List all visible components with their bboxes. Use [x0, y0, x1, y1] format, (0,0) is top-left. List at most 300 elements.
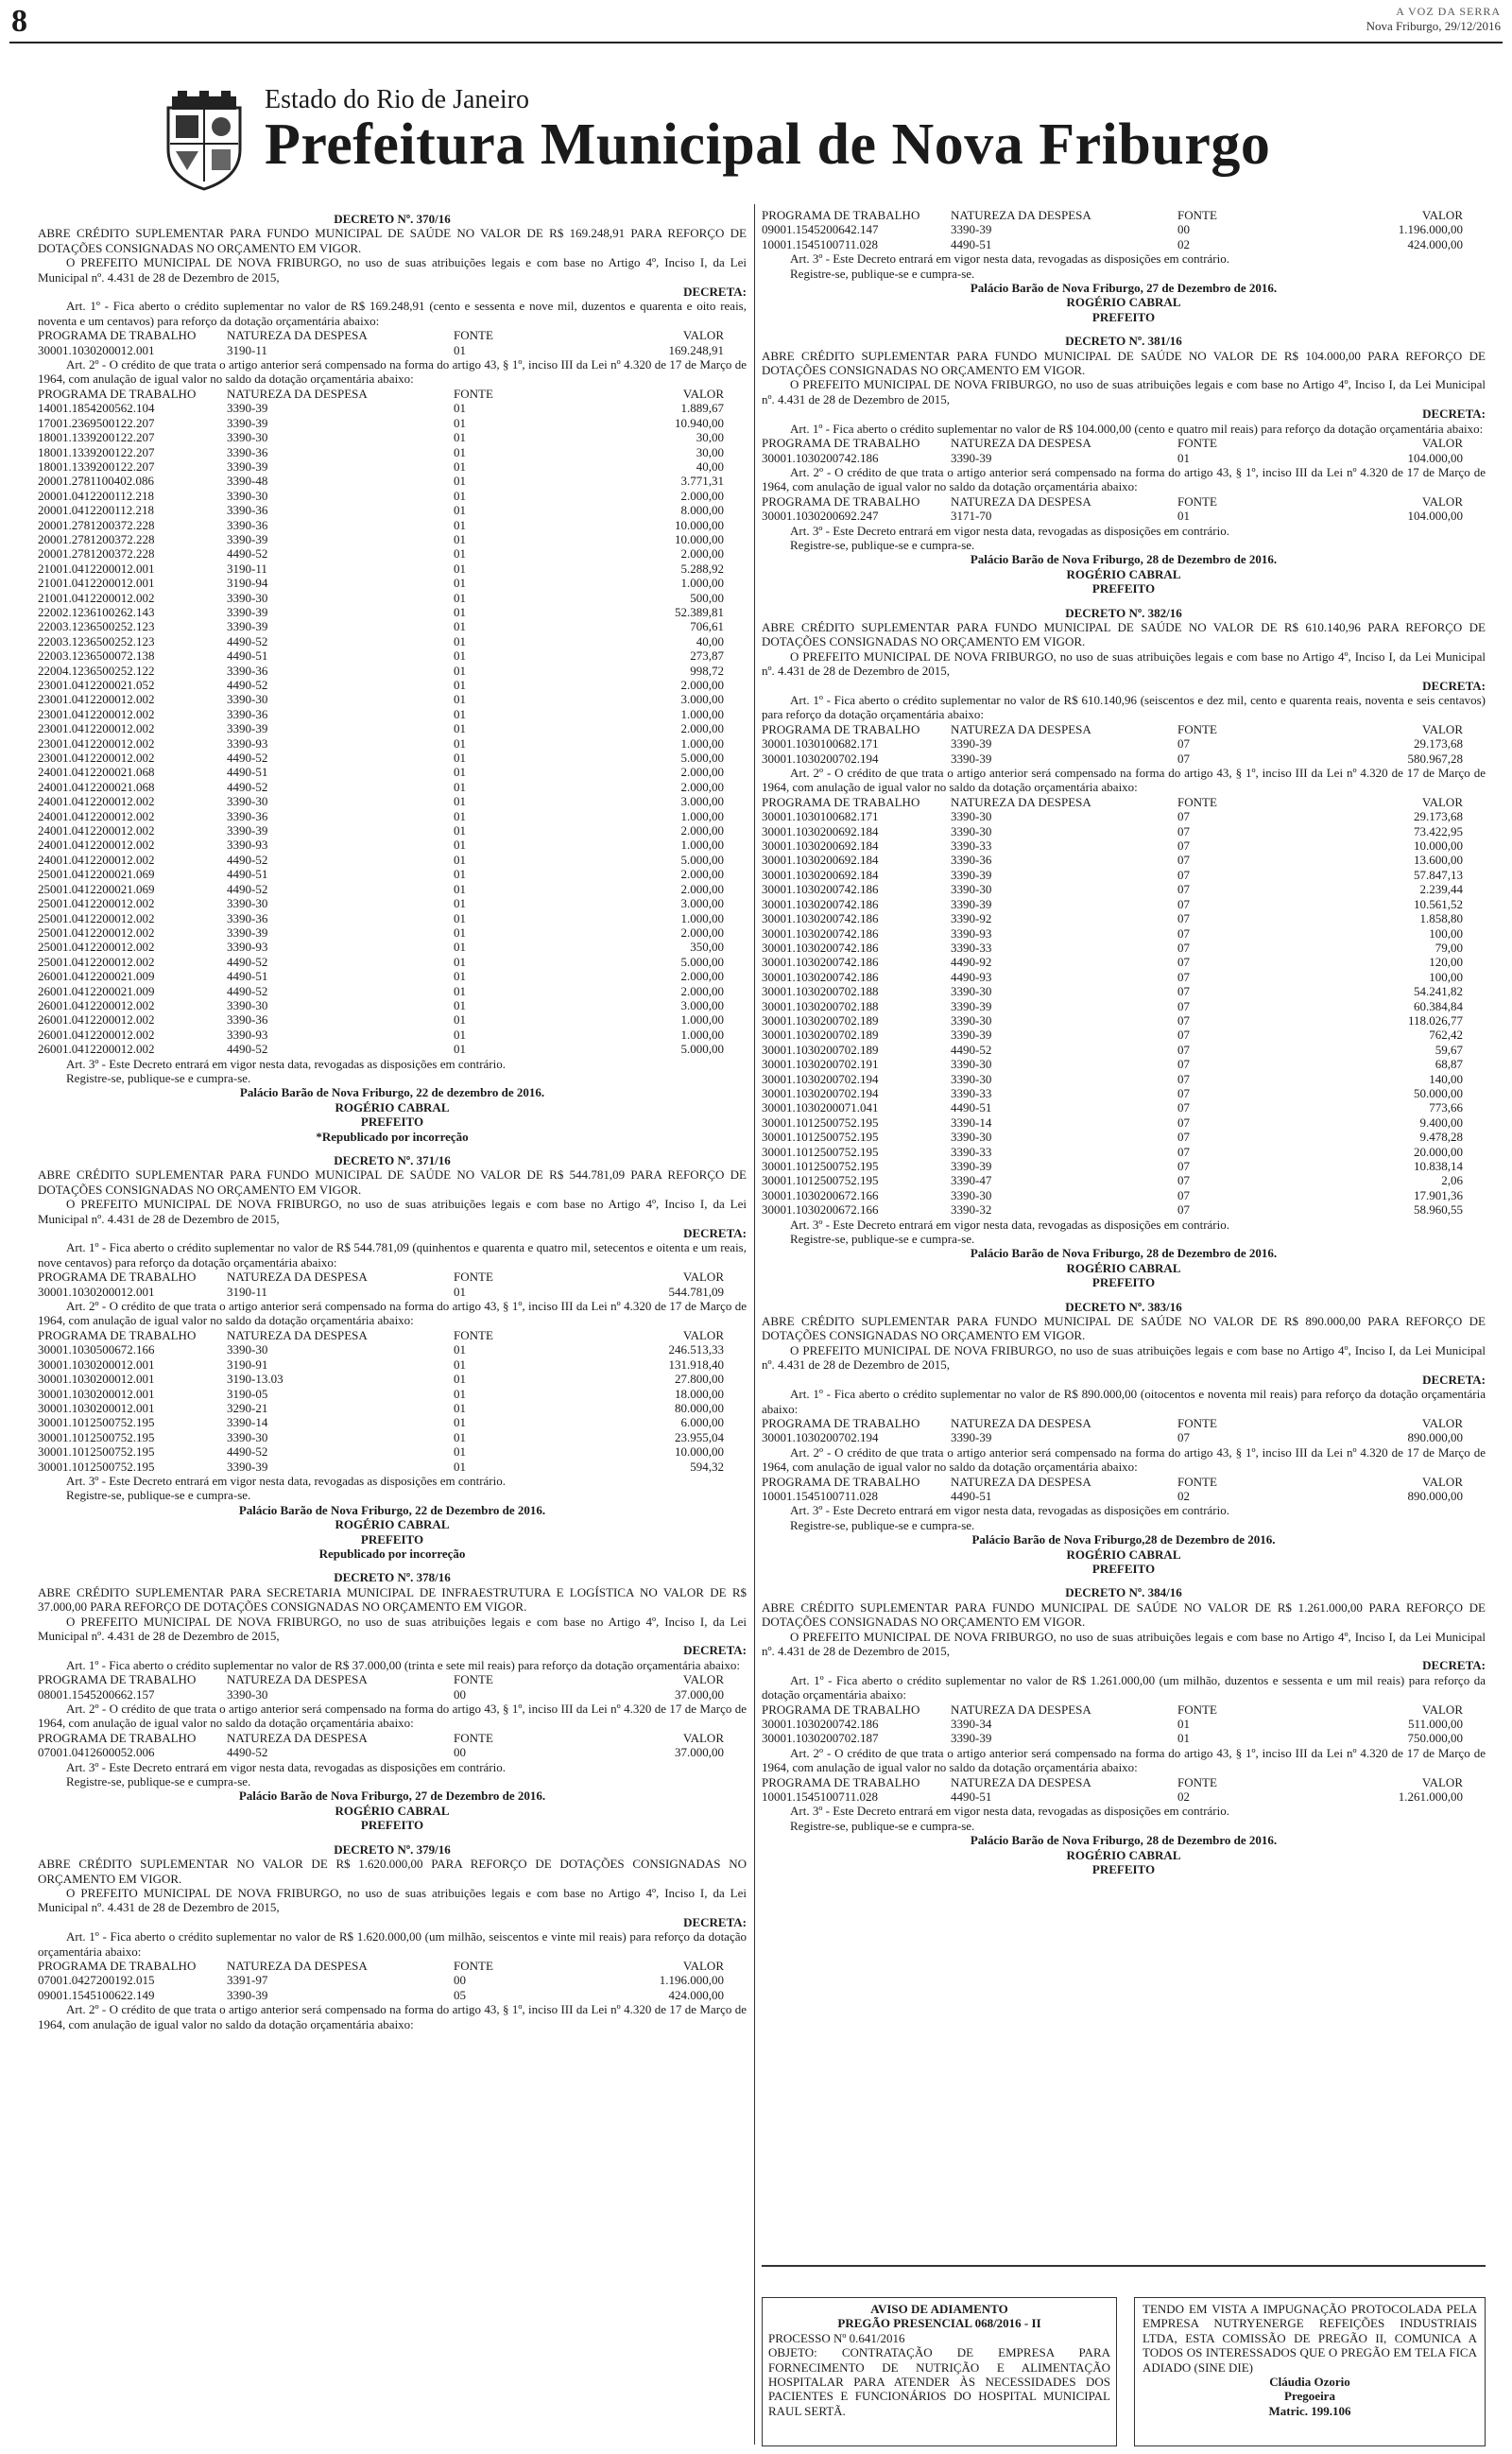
table-cell: 3390-30 [951, 1130, 992, 1145]
table-cell: 60.384,84 [1414, 998, 1463, 1013]
decree-art1: Art. 1º - Fica aberto o crédito suplementar no valor de R$ 37.000,00 (trinta e sete mil reais) para reforço da dotação orçamentária abaixo: [66, 1657, 740, 1672]
table-cell: 07 [1177, 882, 1190, 897]
table-row [38, 445, 747, 459]
table-cell: 01 [454, 488, 466, 503]
table-cell: 890.000,00 [1407, 1488, 1463, 1503]
table-cell: 3390-30 [227, 794, 268, 809]
table-cell: 6.000,00 [680, 1415, 724, 1430]
table-cell: 26001.0412200021.009 [38, 983, 155, 998]
table-cell: 52.389,81 [675, 604, 724, 619]
table-header-cell: PROGRAMA DE TRABALHO [762, 794, 920, 809]
table-cell: 1.196.000,00 [659, 1973, 724, 1988]
table-row [762, 868, 1486, 882]
decree-registre: Registre-se, publique-se e cumpra-se. [66, 1070, 251, 1085]
table-header-cell: NATUREZA DA DESPESA [951, 1702, 1091, 1717]
table-cell: 30001.1030200672.166 [762, 1202, 879, 1218]
table-cell: 4490-52 [227, 1042, 268, 1057]
table-cell: 07 [1177, 925, 1190, 941]
table-cell: 424.000,00 [1407, 236, 1463, 251]
decree-block [38, 1842, 747, 2031]
table-cell: 30001.1030200702.189 [762, 1012, 879, 1028]
table-row [38, 867, 747, 881]
table-cell: 3390-39 [951, 896, 992, 911]
table-cell: 07 [1177, 1100, 1190, 1115]
table-cell: 2.000,00 [680, 925, 724, 940]
table-row [38, 780, 747, 794]
table-row [38, 896, 747, 910]
table-cell: 3190-11 [227, 342, 267, 357]
table-cell: 23.955,04 [675, 1429, 724, 1444]
table-cell: 3390-30 [951, 1012, 992, 1028]
decree-note: Republicado por incorreção [318, 1546, 466, 1561]
table-cell: 1.000,00 [680, 910, 724, 925]
table-row [38, 1444, 747, 1459]
table-cell: 73.422,95 [1414, 823, 1463, 838]
table-cell: 21001.0412200012.002 [38, 590, 155, 605]
table-cell: 3390-36 [951, 853, 992, 868]
table-row [762, 1731, 1486, 1745]
table-header [762, 1416, 1486, 1430]
table-header-cell: VALOR [682, 1672, 724, 1687]
table-cell: 3.000,00 [680, 997, 724, 1012]
table-header-cell: FONTE [1177, 493, 1217, 509]
decree-art3: Art. 3º - Este Decreto entrará em vigor nesta data, revogadas as disposições em contrário. [790, 1804, 1229, 1819]
table-cell: 3390-34 [951, 1717, 992, 1732]
table-cell: 01 [454, 517, 466, 532]
decree-ementa: ABRE CRÉDITO SUPLEMENTAR PARA FUNDO MUNICIPAL DE SAÚDE NO VALOR DE R$ 890.000,00 PARA REFORÇO DE DOTAÇÕES CONSIGNADAS NO ORÇAMENTO EM VIGOR. [762, 1314, 1486, 1343]
table-row [762, 984, 1486, 998]
signer-role: Pregoeira [1284, 2389, 1335, 2404]
table-cell: 890.000,00 [1407, 1430, 1463, 1445]
table-cell: 17.901,36 [1414, 1187, 1463, 1202]
table-cell: 4490-51 [227, 648, 268, 664]
table-cell: 120,00 [1429, 955, 1463, 970]
municipal-crest-icon [159, 91, 249, 191]
table-cell: 350,00 [690, 940, 724, 955]
table-header-cell: VALOR [1421, 208, 1463, 222]
decree-role: PREFEITO [360, 1115, 424, 1130]
table-cell: 30001.1030200702.187 [762, 1731, 879, 1746]
table-cell: 3.771,31 [680, 474, 724, 489]
decreta-label: DECRETA: [683, 285, 747, 300]
decree-ementa: ABRE CRÉDITO SUPLEMENTAR PARA FUNDO MUNICIPAL DE SAÚDE NO VALOR DE R$ 104.000,00 PARA REFORÇO DE DOTAÇÕES CONSIGNADAS NO ORÇAMENTO EM VIGOR. [762, 348, 1486, 378]
table-cell: 07 [1177, 1012, 1190, 1028]
table-cell: 37.000,00 [675, 1745, 724, 1760]
table-cell: 4490-92 [951, 955, 992, 970]
table-header-cell: NATUREZA DA DESPESA [951, 208, 1091, 222]
table-cell: 3390-30 [227, 1429, 268, 1444]
table-cell: 3390-39 [227, 925, 268, 940]
table-row [38, 1028, 747, 1042]
table-cell: 26001.0412200012.002 [38, 1042, 155, 1057]
decreta-label: DECRETA: [683, 1914, 747, 1929]
decree-art2: Art. 2º - O crédito de que trata o artigo anterior será compensado na forma do artigo 43, § 1º, inciso III da Lei nº 4.320 de 17 de Março de 1964, com anulação de igual valor no saldo da dotação orçamentária abaixo: [762, 464, 1486, 494]
decree-preamble: O PREFEITO MUNICIPAL DE NOVA FRIBURGO, no uso de suas atribuições legais e com base no Artigo 4º, Inciso I, da Lei Municipal nº. 4.431 de 28 de Dezembro de 2015, [762, 1629, 1486, 1658]
decree-ementa: ABRE CRÉDITO SUPLEMENTAR PARA FUNDO MUNICIPAL DE SAÚDE NO VALOR DE R$ 169.248,91 PARA REFORÇO DE DOTAÇÕES CONSIGNADAS NO ORÇAMENTO EM VIGOR. [38, 226, 747, 255]
table-cell: 20.000,00 [1414, 1144, 1463, 1159]
table-cell: 3390-30 [951, 1071, 992, 1086]
table-cell: 01 [454, 969, 466, 984]
table-header-cell: NATUREZA DA DESPESA [951, 1415, 1091, 1430]
table-cell: 3390-36 [227, 517, 268, 532]
table-cell: 01 [454, 706, 466, 721]
table-header-cell: VALOR [1421, 1415, 1463, 1430]
left-column [38, 208, 747, 2041]
table-cell: 3390-39 [951, 1731, 992, 1746]
table-cell: 3190-91 [227, 1357, 268, 1372]
table-cell: 4490-52 [951, 1042, 992, 1057]
table-header-cell: VALOR [1421, 1474, 1463, 1489]
decree-registre: Registre-se, publique-se e cumpra-se. [790, 537, 975, 552]
table-cell: 30001.1030200702.194 [762, 1085, 879, 1100]
decree-note: *Republicado por incorreção [316, 1129, 469, 1144]
page-number: 8 [11, 4, 27, 39]
table-cell: 3390-39 [227, 721, 268, 736]
decreta-label: DECRETA: [1422, 1658, 1486, 1673]
table-header-cell: NATUREZA DA DESPESA [227, 328, 368, 343]
decree-registre: Registre-se, publique-se e cumpra-se. [790, 1517, 975, 1532]
table-header-cell: PROGRAMA DE TRABALHO [38, 1672, 197, 1687]
table-cell: 01 [454, 1415, 466, 1430]
decree-ementa: ABRE CRÉDITO SUPLEMENTAR NO VALOR DE R$ 1.620.000,00 PARA REFORÇO DE DOTAÇÕES CONSIGNADAS NO ORÇAMENTO EM VIGOR. [38, 1857, 747, 1886]
table-cell: 30001.1030200012.001 [38, 1357, 155, 1372]
table-header-cell: FONTE [1177, 1415, 1217, 1430]
decree-preamble: O PREFEITO MUNICIPAL DE NOVA FRIBURGO, no uso de suas atribuições legais e com base no Artigo 4º, Inciso I, da Lei Municipal nº. 4.431 de 28 de Dezembro de 2015, [38, 1197, 747, 1226]
table-cell: 30001.1030200012.001 [38, 1400, 155, 1415]
table-cell: 30001.1030200742.186 [762, 925, 879, 941]
table-header-cell: PROGRAMA DE TRABALHO [762, 493, 920, 509]
table-cell: 3390-30 [951, 882, 992, 897]
table-header-cell: NATUREZA DA DESPESA [227, 1730, 368, 1745]
table-cell: 18.000,00 [675, 1386, 724, 1401]
aviso-objeto: OBJETO: CONTRATAÇÃO DE EMPRESA PARA FORNECIMENTO DE NUTRIÇÃO E ALIMENTAÇÃO HOSPITALAR PARA ATENDER ÀS NECESSIDADES DOS PACIENTES E FUNCIONÁRIOS DO HOSPITAL MUNICIPAL RAUL SERTÃ. [768, 2345, 1110, 2418]
table-cell: 750.000,00 [1407, 1731, 1463, 1746]
decree-title: DECRETO Nº. 371/16 [334, 1153, 451, 1167]
table-cell: 24001.0412200012.002 [38, 794, 155, 809]
table-cell: 10001.1545100711.028 [762, 236, 879, 251]
table-row [38, 591, 747, 605]
table-cell: 07 [1177, 1115, 1190, 1130]
decree-art3: Art. 3º - Este Decreto entrará em vigor nesta data, revogadas as disposições em contrário. [66, 1473, 506, 1488]
table-row [762, 970, 1486, 984]
table-cell: 3390-93 [951, 925, 992, 941]
table-cell: 18001.1339200122.207 [38, 444, 155, 459]
table-header [38, 387, 747, 401]
table-cell: 01 [454, 1012, 466, 1028]
table-header-cell: PROGRAMA DE TRABALHO [38, 1730, 197, 1745]
table-cell: 8.000,00 [680, 503, 724, 518]
table-cell: 3190-11 [227, 1284, 267, 1299]
table-cell: 3390-30 [951, 1187, 992, 1202]
table-row [762, 1028, 1486, 1042]
table-cell: 30001.1030200692.184 [762, 853, 879, 868]
table-cell: 01 [454, 1400, 466, 1415]
table-cell: 01 [454, 721, 466, 736]
decree-art1: Art. 1º - Fica aberto o crédito suplementar no valor de R$ 544.781,09 (quinhentos e quarenta e quatro mil, setecentos e oitenta e um reais, nove centavos) para reforço da dotação orçamentária abaixo: [38, 1240, 747, 1270]
table-cell: 30001.1030200012.001 [38, 1284, 155, 1299]
table-row [38, 1285, 747, 1299]
table-cell: 3390-39 [951, 867, 992, 882]
table-cell: 100,00 [1429, 969, 1463, 984]
table-cell: 01 [454, 983, 466, 998]
table-cell: 20001.2781200372.228 [38, 531, 155, 546]
table-cell: 10.000,00 [675, 1444, 724, 1460]
table-row [38, 736, 747, 751]
decree-title: DECRETO Nº. 382/16 [1065, 605, 1182, 620]
table-header-cell: FONTE [454, 1958, 493, 1973]
table-cell: 09001.1545200642.147 [762, 222, 879, 237]
decree-registre: Registre-se, publique-se e cumpra-se. [66, 1488, 251, 1503]
table-row [38, 692, 747, 706]
table-header-cell: PROGRAMA DE TRABALHO [38, 386, 197, 401]
decree-art3: Art. 3º - Este Decreto entrará em vigor nesta data, revogadas as disposições em contrário. [790, 1217, 1229, 1232]
table-cell: 24001.0412200012.002 [38, 808, 155, 823]
table-cell: 3390-36 [227, 663, 268, 678]
table-cell: 3390-93 [227, 940, 268, 955]
table-cell: 131.918,40 [668, 1357, 724, 1372]
table-cell: 10001.1545100711.028 [762, 1488, 879, 1503]
table-cell: 01 [454, 576, 466, 591]
table-cell: 3390-39 [227, 415, 268, 430]
table-cell: 68,87 [1435, 1057, 1463, 1072]
table-header-cell: FONTE [454, 328, 493, 343]
table-header-cell: VALOR [1421, 436, 1463, 451]
table-cell: 30001.1030200012.001 [38, 342, 155, 357]
table-cell: 01 [454, 648, 466, 664]
table-header-cell: NATUREZA DA DESPESA [951, 1774, 1091, 1789]
table-cell: 3390-39 [951, 222, 992, 237]
table-cell: 02 [1177, 236, 1190, 251]
table-cell: 25001.0412200012.002 [38, 896, 155, 911]
table-row [762, 237, 1486, 251]
decree-title: DECRETO Nº. 384/16 [1065, 1585, 1182, 1600]
table-cell: 01 [454, 1284, 466, 1299]
table-cell: 3390-39 [227, 401, 268, 416]
table-cell: 01 [454, 823, 466, 838]
table-header-cell: PROGRAMA DE TRABALHO [762, 1474, 920, 1489]
table-cell: 21001.0412200012.001 [38, 576, 155, 591]
table-cell: 07 [1177, 998, 1190, 1013]
table-cell: 01 [454, 838, 466, 853]
table-cell: 27.800,00 [675, 1372, 724, 1387]
table-cell: 24001.0412200021.068 [38, 765, 155, 780]
table-row [762, 1430, 1486, 1444]
table-cell: 3390-93 [227, 1027, 268, 1042]
table-cell: 40,00 [696, 458, 724, 474]
table-cell: 01 [454, 940, 466, 955]
decree-role: PREFEITO [1091, 1275, 1156, 1290]
table-header-cell: VALOR [1421, 794, 1463, 809]
table-cell: 18001.1339200122.207 [38, 458, 155, 474]
decree-art2: Art. 2º - O crédito de que trata o artigo anterior será compensado na forma do artigo 43, § 1º, inciso III da Lei nº 4.320 de 17 de Março de 1964, com anulação de igual valor no saldo da dotação orçamentária abaixo: [762, 1444, 1486, 1475]
table-header-cell: FONTE [1177, 1702, 1217, 1717]
table-cell: 3190-11 [227, 561, 267, 576]
table-cell: 30001.1030100682.171 [762, 809, 879, 824]
table-cell: 3390-30 [227, 896, 268, 911]
table-cell: 01 [454, 342, 466, 357]
table-cell: 5.288,92 [680, 561, 724, 576]
table-header-cell: VALOR [682, 1730, 724, 1745]
decree-art3: Art. 3º - Este Decreto entrará em vigor nesta data, revogadas as disposições em contrário. [790, 1503, 1229, 1518]
table-cell: 3171-70 [951, 509, 992, 524]
decree-palacio: Palácio Barão de Nova Friburgo, 28 de Dezembro de 2016. [970, 552, 1278, 567]
decree-art2: Art. 2º - O crédito de que trata o artigo anterior será compensado na forma do artigo 43, § 1º, inciso III da Lei nº 4.320 de 17 de Março de 1964, com anulação de igual valor no saldo da dotação orçamentária abaixo: [762, 1745, 1486, 1775]
table-row [38, 751, 747, 765]
table-cell: 01 [454, 401, 466, 416]
decree-palacio: Palácio Barão de Nova Friburgo, 27 de Dezembro de 2016. [970, 281, 1278, 296]
table-header-cell: FONTE [1177, 1474, 1217, 1489]
table-header [38, 1672, 747, 1686]
table-row [38, 940, 747, 954]
table-row [762, 838, 1486, 853]
table-cell: 54.241,82 [1414, 984, 1463, 999]
table-header-cell: NATUREZA DA DESPESA [227, 1327, 368, 1342]
table-row [762, 1013, 1486, 1028]
table-cell: 07 [1177, 809, 1190, 824]
table-cell: 07 [1177, 867, 1190, 882]
table-cell: 2.000,00 [680, 488, 724, 503]
table-row [38, 838, 747, 852]
table-cell: 01 [454, 1042, 466, 1057]
table-row [38, 925, 747, 940]
table-cell: 3390-30 [951, 1057, 992, 1072]
table-cell: 07 [1177, 1028, 1190, 1043]
table-row [38, 619, 747, 633]
table-cell: 118.026,77 [1407, 1012, 1463, 1028]
table-row [38, 518, 747, 532]
table-row [38, 634, 747, 648]
table-cell: 07 [1177, 955, 1190, 970]
table-cell: 10.838,14 [1414, 1159, 1463, 1173]
decree-art3: Art. 3º - Este Decreto entrará em vigor nesta data, revogadas as disposições em contrário. [790, 251, 1229, 267]
table-cell: 4490-51 [951, 1100, 992, 1115]
decree-art3: Art. 3º - Este Decreto entrará em vigor nesta data, revogadas as disposições em contrário. [790, 523, 1229, 538]
table-cell: 4490-52 [227, 678, 268, 692]
table-cell: 3390-30 [951, 984, 992, 999]
table-cell: 07 [1177, 1430, 1190, 1445]
table-header [762, 1475, 1486, 1489]
table-cell: 07 [1177, 736, 1190, 752]
table-cell: 30,00 [696, 430, 724, 445]
table-cell: 3390-30 [227, 997, 268, 1012]
table-cell: 07 [1177, 1130, 1190, 1145]
table-cell: 26001.0412200012.002 [38, 1012, 155, 1028]
table-cell: 1.261.000,00 [1398, 1789, 1463, 1805]
table-row [38, 1460, 747, 1474]
table-cell: 273,87 [690, 648, 724, 664]
table-cell: 30001.1030200692.184 [762, 838, 879, 854]
table-row [38, 1342, 747, 1357]
table-cell: 20001.2781200372.228 [38, 546, 155, 562]
decree-signer: ROGÉRIO CABRAL [1066, 295, 1181, 310]
table-cell: 30001.1012500752.195 [38, 1415, 155, 1430]
decree-art1: Art. 1º - Fica aberto o crédito suplementar no valor de R$ 1.261.000,00 (um milhão, duzentos e sessenta e um mil reais) para reforço da dotação orçamentária abaixo: [762, 1672, 1486, 1702]
aviso-title: AVISO DE ADIAMENTO [870, 2302, 1008, 2316]
table-cell: 01 [454, 881, 466, 896]
table-cell: 3390-39 [227, 1459, 268, 1474]
table-row [38, 562, 747, 576]
table-cell: 3190-94 [227, 576, 268, 591]
table-cell: 07 [1177, 1202, 1190, 1218]
table-cell: 3390-36 [227, 706, 268, 721]
table-cell: 80.000,00 [675, 1400, 724, 1415]
table-cell: 05 [454, 1987, 466, 2002]
decree-preamble: O PREFEITO MUNICIPAL DE NOVA FRIBURGO, no uso de suas atribuições legais e com base no Artigo 4º, Inciso I, da Lei Municipal nº. 4.431 de 28 de Dezembro de 2015, [762, 648, 1486, 679]
table-cell: 3390-30 [227, 430, 268, 445]
table-cell: 1.000,00 [680, 706, 724, 721]
table-cell: 30001.1012500752.195 [38, 1429, 155, 1444]
table-cell: 3390-39 [227, 604, 268, 619]
table-cell: 07001.0412600052.006 [38, 1745, 155, 1760]
table-header-cell: VALOR [1421, 493, 1463, 509]
table-cell: 30001.1030200702.194 [762, 751, 879, 766]
table-row [38, 678, 747, 692]
table-header-cell: VALOR [682, 328, 724, 343]
table-cell: 01 [454, 619, 466, 634]
table-cell: 511.000,00 [1407, 1717, 1463, 1732]
table-cell: 4490-52 [227, 881, 268, 896]
table-cell: 1.858,80 [1419, 911, 1463, 926]
table-cell: 30001.1030200702.191 [762, 1057, 879, 1072]
table-cell: 3390-30 [227, 692, 268, 707]
table-cell: 3390-39 [951, 998, 992, 1013]
table-cell: 30001.1030200692.184 [762, 867, 879, 882]
table-cell: 07001.0427200192.015 [38, 1973, 155, 1988]
table-cell: 1.000,00 [680, 735, 724, 751]
decree-signer: ROGÉRIO CABRAL [1066, 1547, 1181, 1562]
table-cell: 26001.0412200012.002 [38, 1027, 155, 1042]
table-row [762, 824, 1486, 838]
decree-block [38, 1570, 747, 1832]
decree-preamble: O PREFEITO MUNICIPAL DE NOVA FRIBURGO, no uso de suas atribuições legais e com base no Artigo 4º, Inciso I, da Lei Municipal nº. 4.431 de 28 de Dezembro de 2015, [762, 377, 1486, 406]
table-cell: 5.000,00 [680, 751, 724, 766]
table-cell: 23001.0412200012.002 [38, 692, 155, 707]
table-cell: 4490-52 [227, 751, 268, 766]
table-header-cell: FONTE [454, 1270, 493, 1285]
decree-signer: ROGÉRIO CABRAL [1066, 1847, 1181, 1862]
table-cell: 4490-51 [227, 867, 268, 882]
table-cell: 01 [454, 561, 466, 576]
decree-continuation [762, 208, 1486, 324]
decree-title: DECRETO Nº. 379/16 [334, 1841, 451, 1857]
table-header-cell: VALOR [682, 1270, 724, 1285]
table-header-cell: FONTE [1177, 721, 1217, 736]
table-cell: 07 [1177, 911, 1190, 926]
table-header-cell: NATUREZA DA DESPESA [227, 1958, 368, 1973]
decree-ementa: ABRE CRÉDITO SUPLEMENTAR PARA FUNDO MUNICIPAL DE SAÚDE NO VALOR DE R$ 544.781,09 PARA REFORÇO DE DOTAÇÕES CONSIGNADAS NO ORÇAMENTO EM VIGOR. [38, 1167, 747, 1197]
table-cell: 10.000,00 [675, 517, 724, 532]
table-cell: 30001.1030200071.041 [762, 1100, 879, 1115]
table-row [38, 1042, 747, 1056]
table-row [38, 969, 747, 983]
table-header-cell: PROGRAMA DE TRABALHO [38, 1958, 197, 1973]
decree-art1: Art. 1º - Fica aberto o crédito suplementar no valor de R$ 610.140,96 (seiscentos e dez mil, cento e quarenta reais, noventa e seis centavos) para reforço da dotação orçamentária abaixo: [762, 693, 1486, 722]
table-cell: 01 [454, 896, 466, 911]
table-cell: 3390-93 [227, 735, 268, 751]
table-cell: 01 [1177, 509, 1190, 524]
table-cell: 01 [454, 458, 466, 474]
table-row [38, 809, 747, 823]
table-row [762, 451, 1486, 465]
decree-title: DECRETO Nº. 381/16 [1065, 334, 1182, 349]
table-row [762, 752, 1486, 766]
decree-ementa: ABRE CRÉDITO SUPLEMENTAR PARA SECRETARIA MUNICIPAL DE INFRAESTRUTURA E LOGÍSTICA NO VALOR DE R$ 37.000,00 PARA REFORÇO DE DOTAÇÕES CONSIGNADAS NO ORÇAMENTO EM VIGOR. [38, 1584, 747, 1615]
table-cell: 4490-52 [227, 633, 268, 648]
table-cell: 2.000,00 [680, 867, 724, 882]
decree-registre: Registre-se, publique-se e cumpra-se. [790, 1818, 975, 1833]
table-header-cell: VALOR [1421, 1774, 1463, 1789]
table-cell: 20001.0412200112.218 [38, 488, 155, 503]
